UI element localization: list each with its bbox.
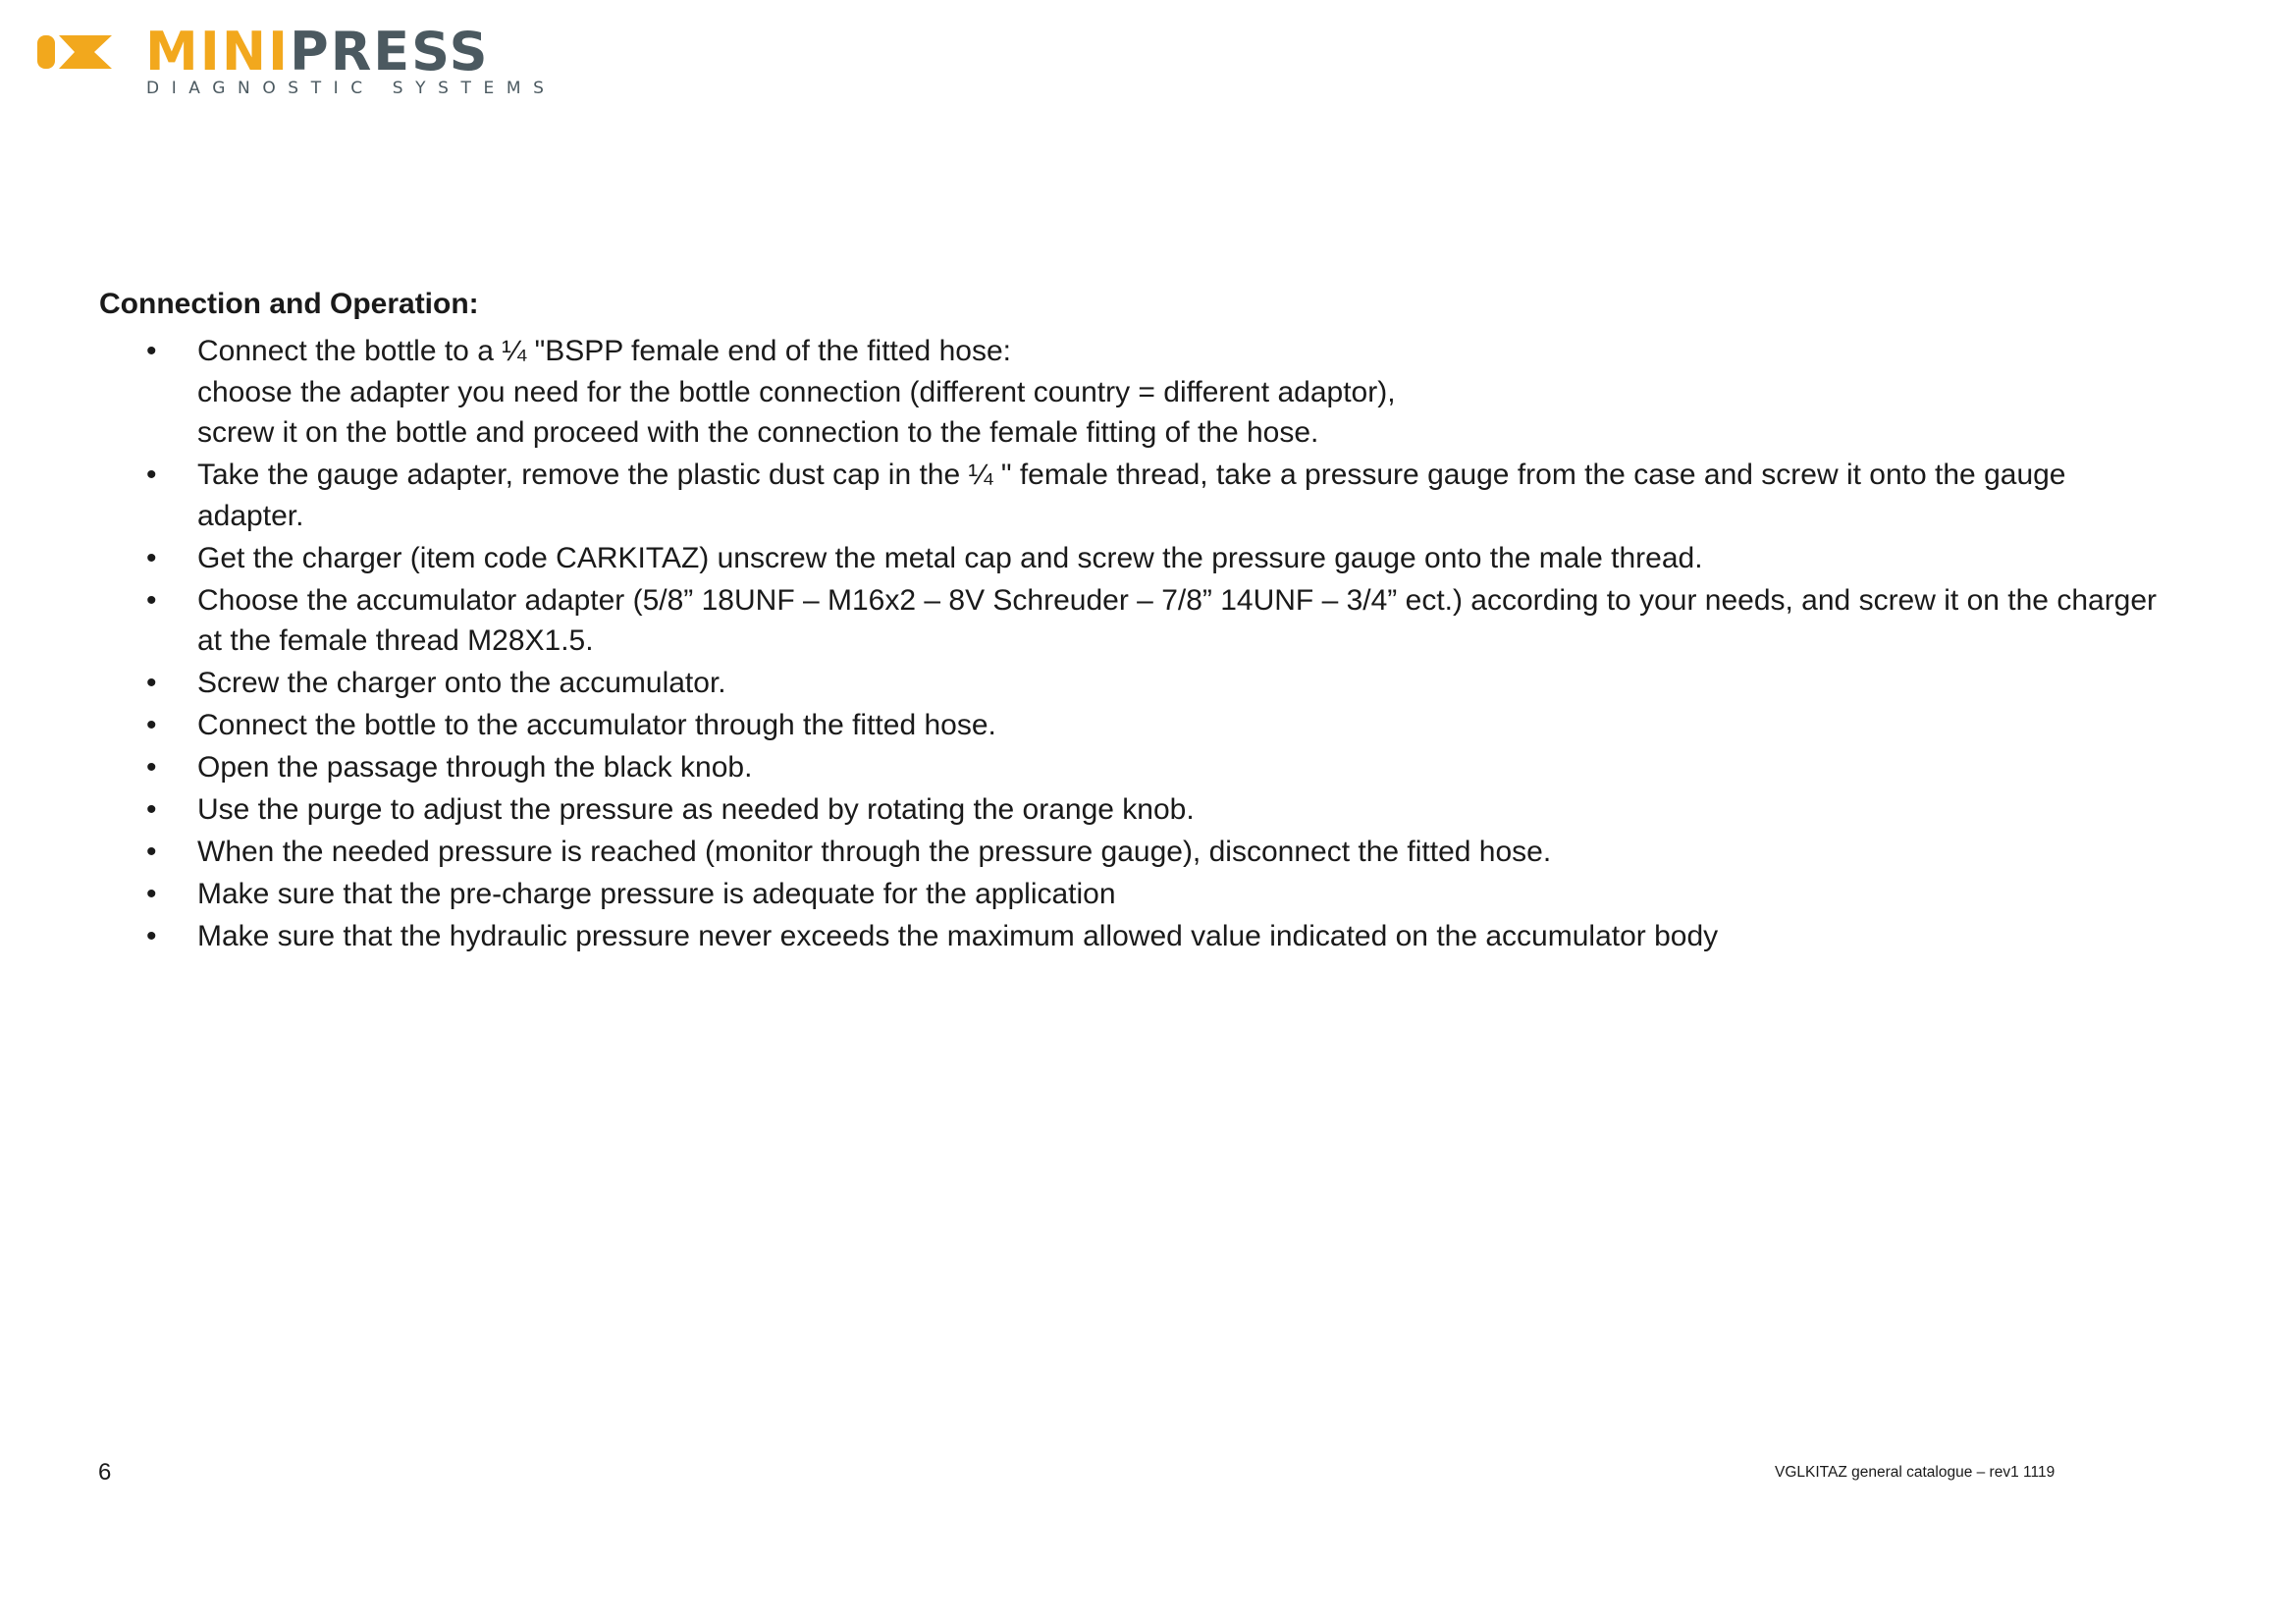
step-line: Screw the charger onto the accumulator.: [197, 667, 726, 699]
step-line: When the needed pressure is reached (monitor through the pressure gauge), disconnect the fitted hose.: [197, 836, 1552, 868]
bullet-icon: •: [146, 793, 157, 826]
section-title: Connection and Operation:: [99, 288, 479, 320]
step-item: [99, 331, 2229, 454]
bullet-icon: •: [146, 667, 157, 699]
step-line: Connect the bottle to a ¼ "BSPP female end of the fitted hose:: [197, 335, 1011, 367]
bullet-icon: •: [146, 583, 157, 617]
step-line: Get the charger (item code CARKITAZ) unscrew the metal cap and screw the pressure gauge onto the male thread.: [197, 541, 1703, 574]
step-line: choose the adapter you need for the bottle connection (different country = different adaptor),: [197, 375, 1396, 408]
step-line: at the female thread M28X1.5.: [197, 624, 594, 657]
bullet-icon: •: [146, 751, 157, 784]
bullet-icon: •: [146, 459, 157, 491]
bullet-icon: •: [146, 878, 157, 910]
step-item: [99, 663, 2229, 704]
logo-wordmark: [145, 21, 490, 82]
footer-catalogue-note: VGLKITAZ general catalogue – rev1 1119: [1775, 1464, 2056, 1481]
step-line: adapter.: [197, 499, 304, 532]
step-item: [99, 874, 2229, 915]
step-item: [99, 916, 2229, 957]
operation-steps-list: [99, 331, 2229, 958]
step-item: [99, 538, 2229, 579]
logo-word-mini: MINI: [145, 21, 291, 82]
logo-word-press: PRESS: [290, 21, 490, 82]
step-line: Make sure that the pre-charge pressure is adequate for the application: [197, 878, 1116, 910]
step-item: [99, 705, 2229, 746]
bullet-icon: •: [146, 920, 157, 952]
step-line: Use the purge to adjust the pressure as needed by rotating the orange knob.: [197, 793, 1195, 826]
step-item: [99, 832, 2229, 873]
step-line: screw it on the bottle and proceed with the connection to the female fitting of the hose.: [197, 416, 1319, 449]
step-item: [99, 747, 2229, 788]
step-line: Make sure that the hydraulic pressure never exceeds the maximum allowed value indicated on the accumulator body: [197, 920, 1719, 952]
minipress-emblem-icon: [35, 24, 114, 81]
bullet-icon: •: [146, 709, 157, 741]
logo-tagline: DIAGNOSTIC SYSTEMS: [146, 79, 557, 98]
bullet-icon: •: [146, 541, 157, 574]
minipress-logo: [35, 21, 605, 102]
step-item: [99, 580, 2229, 662]
page-number: 6: [98, 1459, 112, 1486]
step-line: Choose the accumulator adapter (5/8” 18UNF – M16x2 – 8V Schreuder – 7/8” 14UNF – 3/4” ect.) according to your needs, and screw it on the charger: [197, 583, 2158, 617]
step-item: [99, 789, 2229, 831]
step-line: Open the passage through the black knob.: [197, 751, 753, 784]
step-line: Connect the bottle to the accumulator through the fitted hose.: [197, 709, 996, 741]
bullet-icon: •: [146, 335, 157, 367]
bullet-icon: •: [146, 836, 157, 868]
step-line: Take the gauge adapter, remove the plastic dust cap in the ¼ " female thread, take a pressure gauge from the case and screw it onto the gauge: [197, 459, 2066, 491]
step-item: [99, 455, 2229, 536]
